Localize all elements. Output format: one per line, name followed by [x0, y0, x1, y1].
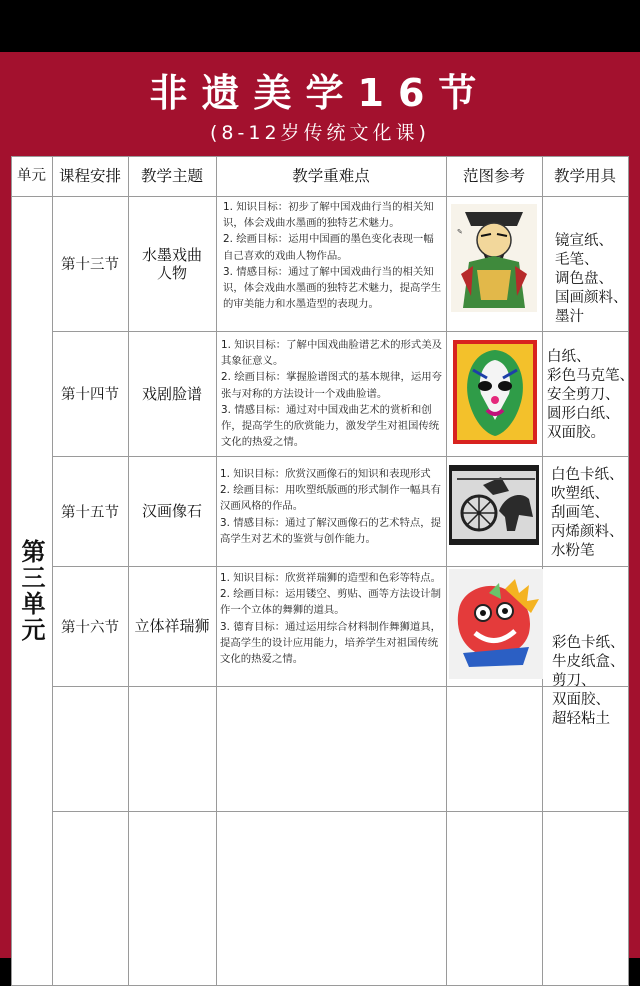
tool-item: 丙烯颜料、 [551, 524, 624, 540]
topic-cell: 水墨戏曲人物 [141, 245, 202, 282]
empty-row [52, 687, 628, 811]
tools-cell [555, 232, 628, 327]
poster-title: 非遗美学16节 [149, 71, 491, 115]
key-point: 3. 情感目标：通过了解中国戏曲行当的相关知识，体会戏曲水墨画的独特艺术魅力，提高学生的审美能力和水墨造型的表现力。 [223, 265, 442, 311]
lesson-cell: 第十六节 [61, 619, 119, 636]
column-header-reference: 范图参考 [462, 167, 525, 185]
tool-item: 超轻粘土 [552, 711, 610, 727]
key-point: 2. 绘画目标：用吹塑纸版画的形式制作一幅具有汉画风格的作品。 [220, 484, 442, 513]
key-point: 3. 情感目标：通过对中国戏曲艺术的赏析和创作，提高学生的欣赏能力，激发学生对祖国传统文化的热爱之情。 [221, 403, 440, 449]
key-points-cell [220, 466, 447, 547]
tool-item: 国画颜料、 [555, 290, 628, 306]
tool-item: 牛皮纸盒、 [552, 654, 625, 670]
key-point: 1. 知识目标：欣赏祥瑞狮的造型和色彩等特点。 [220, 572, 442, 584]
topic-cell: 汉画像石 [141, 502, 202, 520]
key-point: 3. 情感目标：通过了解汉画像石的艺术特点，提高学生对艺术的鉴赏与创作能力。 [220, 516, 442, 545]
tool-item: 墨汁 [555, 309, 584, 325]
column-header-unit: 单元 [17, 168, 46, 184]
poster [0, 52, 640, 958]
tool-item: 双面胶。 [547, 425, 605, 441]
column-header-topic: 教学主题 [140, 167, 203, 185]
poster-subtitle: (8-12岁传统文化课) [210, 122, 430, 144]
key-point: 2. 绘画目标：运用镂空、剪贴、画等方法设计制作一个立体的舞狮的道具。 [220, 588, 442, 617]
key-point: 1. 知识目标：了解中国戏曲脸谱艺术的形式美及其象征意义。 [221, 339, 443, 368]
topic-cell: 立体祥瑞狮 [134, 617, 210, 635]
key-point: 3. 德育目标：通过运用综合材料制作舞狮道具，提高学生的设计应用能力，培养学生对祖国传统文化的热爱之情。 [220, 620, 442, 666]
tool-item: 双面胶、 [552, 692, 610, 708]
tool-item: 吹塑纸、 [551, 486, 609, 502]
han-stone-relief-image [449, 465, 539, 545]
key-point: 2. 绘画目标：运用中国画的墨色变化表现一幅自己喜欢的戏曲人物作品。 [223, 233, 434, 262]
lesson-cell: 第十五节 [61, 504, 119, 521]
key-points-cell [221, 337, 443, 450]
lesson-cell: 第十四节 [61, 387, 119, 403]
curriculum-table [11, 156, 634, 986]
lesson-cell: 第十三节 [61, 257, 119, 273]
tool-item: 安全剪刀、 [547, 387, 620, 403]
tools-cell [551, 466, 624, 561]
tools-cell [547, 348, 634, 443]
tool-item: 调色盘、 [555, 271, 613, 287]
tool-item: 水粉笔 [551, 543, 595, 559]
unit-cell [11, 196, 52, 986]
key-point: 2. 绘画目标：掌握脸谱图式的基本规律，运用夸张与对称的方法设计一个戏曲脸谱。 [221, 371, 443, 400]
column-header-key-points: 教学重难点 [292, 167, 370, 185]
ink-opera-figure-image [451, 204, 537, 312]
tool-item: 刮画笔、 [551, 505, 609, 521]
tool-item: 毛笔、 [555, 252, 599, 268]
tool-item: 白纸、 [547, 349, 591, 365]
lion-dance-craft-image [449, 569, 543, 679]
column-header-tools: 教学用具 [553, 167, 616, 185]
unit-label: 第三单元 [17, 539, 45, 643]
topic-cell: 戏剧脸谱 [141, 384, 202, 403]
column-header-schedule: 课程安排 [58, 167, 121, 185]
tool-item: 白色卡纸、 [551, 467, 624, 483]
key-point: 1. 知识目标：初步了解中国戏曲行当的相关知识，体会戏曲水墨画的独特艺术魅力。 [223, 201, 434, 230]
svg-text:✎: ✎ [457, 228, 463, 236]
opera-mask-image [453, 340, 537, 444]
tool-item: 彩色马克笔、 [547, 368, 634, 384]
empty-row [52, 812, 628, 985]
key-points-cell [220, 570, 442, 667]
tool-item: 剪刀、 [552, 673, 596, 689]
tool-item: 彩色卡纸、 [552, 635, 625, 651]
key-point: 1. 知识目标：欣赏汉画像石的知识和表现形式 [220, 468, 431, 480]
tool-item: 圆形白纸、 [547, 406, 620, 422]
tool-item: 镜宣纸、 [555, 233, 613, 249]
key-points-cell [223, 199, 443, 312]
